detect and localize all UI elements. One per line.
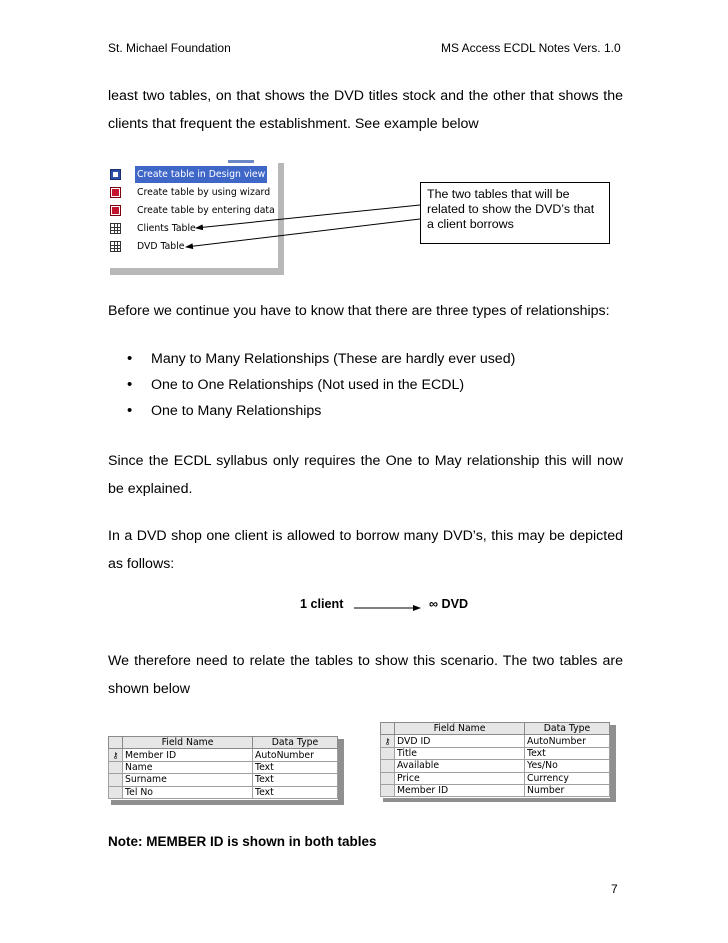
list-item: • Many to Many Relationships (These are hardly ever used) [127,350,516,367]
table-row[interactable]: Member ID Number [381,784,610,796]
create-entering-data-item[interactable]: Create table by entering data [108,202,273,219]
syllabus-paragraph: Since the ECDL syllabus only requires the One to May relationship this will now be explained. [108,453,623,497]
arrow-to-clients-table [196,205,420,228]
note-text: Note: MEMBER ID is shown in both tables [108,834,377,849]
primary-key-icon: ⚷ [381,735,395,747]
clients-table-item[interactable]: Clients Table [108,220,273,237]
table-row[interactable]: ⚷ DVD ID AutoNumber [381,735,610,747]
table-row[interactable]: Surname Text [109,774,338,786]
relationship-types-list [127,346,515,424]
table-row[interactable]: Name Text [109,761,338,773]
data-type-header: Data Type [525,723,610,735]
page-number: 7 [611,882,618,896]
relate-paragraph: We therefore need to relate the tables to show this scenario. The two tables are shown below [108,653,623,697]
dvd-table-item[interactable]: DVD Table [108,238,273,255]
relationships-intro: Before we continue you have to know that there are three types of relationships: [108,303,610,319]
table-row[interactable]: ⚷ Member ID AutoNumber [109,749,338,761]
dvd-table-design [380,722,612,798]
header-left: St. Michael Foundation [108,41,231,55]
clients-table-design [108,736,340,800]
create-wizard-item[interactable]: Create table by using wizard [108,184,273,201]
intro-paragraph: least two tables, on that shows the DVD titles stock and the other that shows the clients that frequent the establishment. See example below [108,88,623,132]
table-row[interactable]: Price Currency [381,772,610,784]
arrow-to-dvd-table [186,219,420,247]
table-row[interactable]: Tel No Text [109,786,338,798]
list-item: • One to One Relationships (Not used in the ECDL) [127,376,465,393]
field-name-header: Field Name [395,723,525,735]
list-item: • One to Many Relationships [127,402,322,419]
table-row[interactable]: Title Text [381,747,610,759]
dvd-shop-paragraph: In a DVD shop one client is allowed to borrow many DVD’s, this may be depicted as follows: [108,528,623,572]
header-right: MS Access ECDL Notes Vers. 1.0 [441,41,621,55]
callout-box: The two tables that will be related to show the DVD’s that a client borrows [420,182,610,244]
data-type-header: Data Type [253,737,338,749]
table-row[interactable]: Available Yes/No [381,760,610,772]
diagram-one-client: 1 client [300,597,344,611]
create-design-view-item[interactable]: Create table in Design view [108,166,273,183]
primary-key-icon: ⚷ [109,749,123,761]
diagram-many-dvd: ∞ DVD [429,597,469,611]
field-name-header: Field Name [123,737,253,749]
